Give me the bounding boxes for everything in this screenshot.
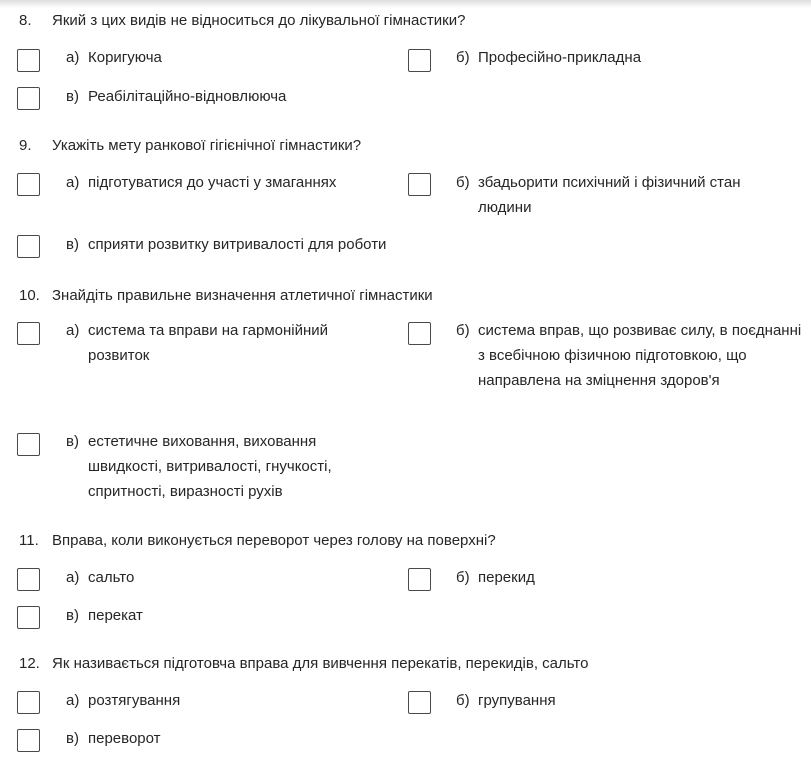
option-q10-c: в) естетичне виховання, виховання швидкості, витривалості, гнучкості, спритності, виразності рухів [66, 433, 332, 500]
checkbox-q12-b[interactable] [408, 691, 431, 714]
checkbox-q11-c[interactable] [17, 606, 40, 629]
top-shadow [0, 0, 811, 8]
question-12-title [19, 655, 588, 672]
option-q9-c: в) сприяти розвитку витривалості для роботи [66, 236, 387, 253]
question-number: 12. [19, 655, 40, 672]
checkbox-q11-b[interactable] [408, 568, 431, 591]
option-q11-a: а) сальто [66, 569, 135, 586]
option-q12-c: в) переворот [66, 730, 161, 747]
checkbox-q9-c[interactable] [17, 235, 40, 258]
option-q9-a: а) підготуватися до участі у змаганнях [66, 174, 337, 191]
question-11-title [19, 532, 496, 549]
checkbox-q8-c[interactable] [17, 87, 40, 110]
option-q11-b: б) перекид [456, 569, 535, 586]
option-q8-c: в) Реабілітаційно-відновлююча [66, 88, 287, 105]
option-q11-c: в) перекат [66, 607, 143, 624]
option-q9-b: б) збадьорити психічний і фізичний стан людини [456, 174, 741, 216]
question-number: 8. [19, 12, 32, 29]
checkbox-q12-c[interactable] [17, 729, 40, 752]
question-9-title [19, 137, 361, 154]
question-8-title [19, 12, 465, 29]
question-text: Вправа, коли виконується переворот через голову на поверхні? [52, 532, 496, 549]
question-text: Як називається підготовча вправа для вивчення перекатів, перекидів, сальто [52, 655, 589, 672]
checkbox-q11-a[interactable] [17, 568, 40, 591]
option-q12-b: б) групування [456, 692, 556, 709]
checkbox-q9-a[interactable] [17, 173, 40, 196]
question-10-title [19, 287, 433, 304]
question-text: Знайдіть правильне визначення атлетичної гімнастики [52, 287, 433, 304]
option-q10-b: б) система вправ, що розвиває силу, в поєднанні з всебічною фізичною підготовкою, що направлена на зміцнення здоров'я [456, 322, 802, 389]
question-number: 9. [19, 137, 32, 154]
question-text: Укажіть мету ранкової гігієнічної гімнастики? [52, 137, 362, 154]
question-number: 10. [19, 287, 40, 304]
option-q8-a: а) Коригуюча [66, 49, 162, 66]
checkbox-q12-a[interactable] [17, 691, 40, 714]
checkbox-q8-a[interactable] [17, 49, 40, 72]
question-number: 11. [19, 532, 39, 549]
checkbox-q9-b[interactable] [408, 173, 431, 196]
option-q8-b: б) Професійно-прикладна [456, 49, 642, 66]
option-q12-a: а) розтягування [66, 692, 181, 709]
checkbox-q10-b[interactable] [408, 322, 431, 345]
option-q10-a: а) система та вправи на гармонійний розвиток [66, 322, 329, 364]
checkbox-q8-b[interactable] [408, 49, 431, 72]
question-text: Який з цих видів не відноситься до лікувальної гімнастики? [52, 12, 466, 29]
checkbox-q10-a[interactable] [17, 322, 40, 345]
checkbox-q10-c[interactable] [17, 433, 40, 456]
